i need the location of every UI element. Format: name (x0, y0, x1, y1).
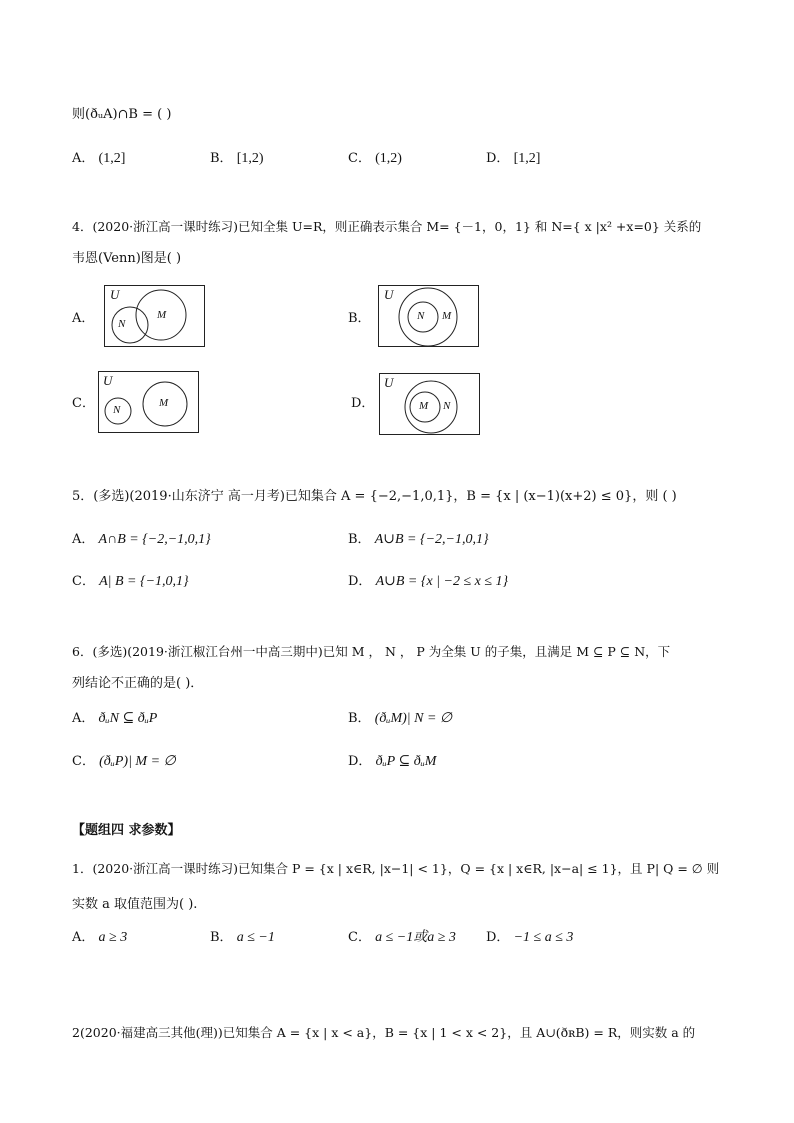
universe-box (105, 286, 205, 347)
option-value: A∪B = {x | −2 ≤ x ≤ 1} (375, 574, 509, 589)
label-u: U (103, 373, 113, 388)
option-value: −1 ≤ a ≤ 3 (513, 930, 574, 945)
g4-q1-option-a (72, 929, 127, 947)
g4-q1-option-c (348, 929, 456, 947)
option-label: B． (210, 930, 233, 945)
q6-option-c (72, 753, 176, 771)
label-m: M (157, 309, 167, 321)
q5-option-c (72, 573, 189, 591)
q4-stem-line1: 4．(2020·浙江高一课时练习)已知全集 U=R，则正确表示集合 M= {－1，0，1} 和 N={ x |x² +x=0} 关系的 (72, 219, 702, 234)
option-value: [1,2) (236, 151, 264, 166)
option-value: A| B = {−1,0,1} (99, 574, 189, 589)
option-label: A． (72, 711, 95, 726)
option-label: D． (348, 574, 372, 589)
option-label: D． (486, 151, 510, 166)
universe-box (379, 286, 479, 347)
q3-option-a (72, 150, 125, 168)
q3-option-d (486, 150, 540, 168)
q6-stem-line1: 6．(多选)(2019·浙江椒江台州一中高三期中)已知 M ， N ， P 为全集 U 的子集，且满足 M ⊆ P ⊆ N，下 (72, 644, 671, 659)
label-n: N (417, 310, 425, 322)
q4-option-b-label: B． (348, 311, 371, 326)
label-n: N (443, 400, 451, 412)
g4-q1-stem-line1: 1．(2020·浙江高一课时练习)已知集合 P = {x | x∈R, |x−1| < 1}，Q = {x | x∈R, |x−a| ≤ 1}，且 P| Q = ∅ 则 (72, 861, 720, 876)
q6-stem-line2: 列结论不正确的是( )． (72, 676, 204, 691)
option-value: a ≤ −1或a ≥ 3 (375, 930, 456, 945)
universe-box (380, 374, 480, 435)
option-label: C． (72, 574, 95, 589)
label-m: M (442, 310, 452, 322)
g4-q1-stem-line2: 实数 a 取值范围为( ). (72, 897, 198, 912)
g4-q2-stem-line1: 2(2020·福建高三其他(理))已知集合 A = {x | x < a}，B = {x | 1 < x < 2}，且 A∪(ðʀB) = R，则实数 a 的 (72, 1025, 696, 1040)
option-label: B． (210, 151, 233, 166)
q4-option-c-label: C． (72, 396, 95, 411)
option-label: A． (72, 930, 95, 945)
q5-option-b (348, 531, 489, 549)
option-value: ðᵤP ⊆ ðᵤM (375, 754, 437, 769)
option-value: A∩B = {−2,−1,0,1} (98, 532, 211, 547)
label-u: U (384, 375, 394, 390)
label-m: M (419, 400, 429, 412)
label-u: U (384, 287, 394, 302)
label-m: M (159, 397, 169, 409)
option-value: (1,2) (375, 151, 402, 166)
q5-stem: 5．(多选)(2019·山东济宁 高一月考)已知集合 A = {−2,−1,0,1}，B = {x | (x−1)(x+2) ≤ 0}，则 ( ) (72, 489, 677, 504)
venn-diagram-b (378, 285, 480, 348)
option-label: C． (348, 930, 371, 945)
option-value: (ðᵤM)| N = ∅ (374, 711, 453, 726)
q4-option-a-label: A． (72, 311, 95, 326)
group4-heading: 【题组四 求参数】 (72, 823, 181, 838)
g4-q1-option-d (486, 929, 573, 947)
q6-option-d (348, 753, 436, 771)
option-label: C． (72, 754, 95, 769)
option-label: B． (348, 532, 371, 547)
q3-option-b (210, 150, 264, 168)
label-u: U (110, 287, 120, 302)
q3-option-c (348, 150, 402, 168)
option-label: B． (348, 711, 371, 726)
option-value: [1,2] (513, 151, 541, 166)
g4-q1-option-b (210, 929, 275, 947)
venn-diagram-d (379, 373, 481, 436)
venn-diagram-c (98, 371, 200, 434)
option-value: a ≤ −1 (236, 930, 275, 945)
venn-diagram-a (104, 285, 206, 348)
q6-option-a (72, 710, 157, 728)
option-label: A． (72, 532, 95, 547)
option-value: A∪B = {−2,−1,0,1} (374, 532, 489, 547)
option-label: D． (348, 754, 372, 769)
q6-option-b (348, 710, 452, 728)
q5-option-d (348, 573, 508, 591)
label-n: N (118, 318, 126, 330)
option-label: A． (72, 151, 95, 166)
q4-option-d-label: D． (351, 396, 375, 411)
q4-stem-line2: 韦恩(Venn)图是( ) (72, 251, 182, 266)
q5-option-a (72, 531, 211, 549)
option-value: (ðᵤP)| M = ∅ (99, 754, 176, 769)
label-n: N (113, 404, 121, 416)
q3-tail: 则(ðᵤA)∩B = ( ) (72, 107, 172, 122)
option-value: ðᵤN ⊆ ðᵤP (98, 711, 158, 726)
option-label: C． (348, 151, 371, 166)
option-value: a ≥ 3 (98, 930, 128, 945)
option-value: (1,2] (98, 151, 126, 166)
option-label: D． (486, 930, 510, 945)
